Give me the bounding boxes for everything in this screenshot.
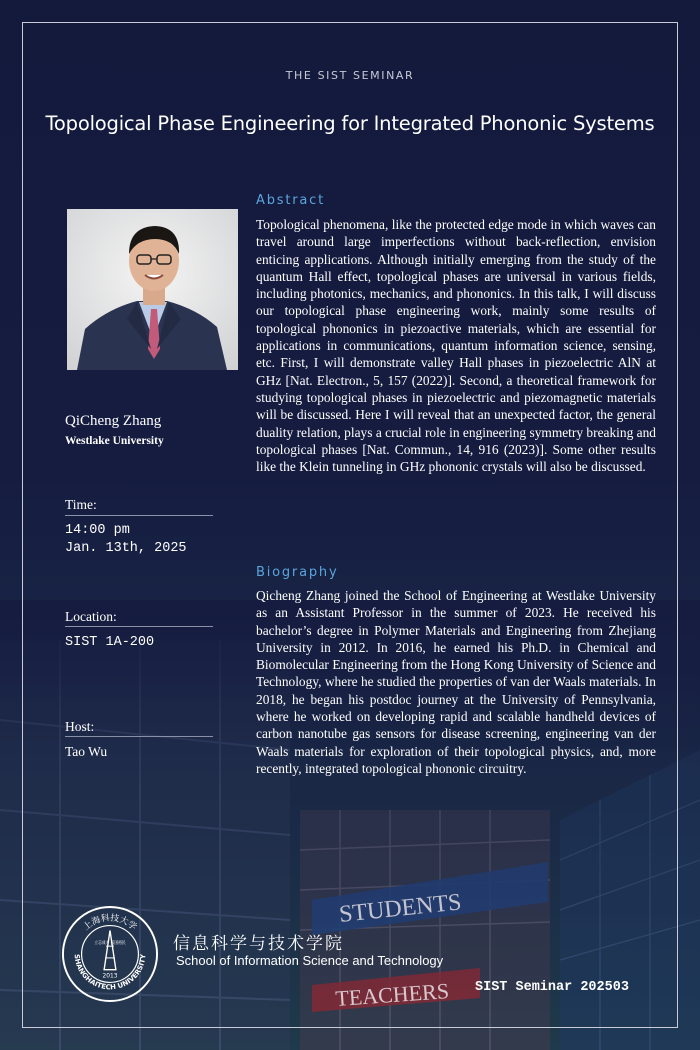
biography-text: Qicheng Zhang joined the School of Engineering at Westlake University as an Assistant Professor in the summer of 2023. He received his bachelor’s degree in Polymer Materials and Engineering from Zhejiang University in 2012. In 2016, he earned his Ph.D. in Chemical and Biomolecular Engineering from the Hong Kong University of Science and Technology, where he studied the properties of van der Waals materials. In 2018, he began his postdoc journey at the University of Pennsylvania, where he worked on developing rapid and scalable handheld devices of carbon nanotube gas sensors for disease screening, engineering van der Waals materials for exploration of their topological physics, and, more recently, integrated topological phononic circuitry. bbox=[256, 588, 656, 776]
school-name-chinese: 信息科学与技术学院 bbox=[173, 934, 344, 954]
speaker-photo bbox=[67, 209, 238, 370]
location-value: SIST 1A-200 bbox=[65, 635, 155, 650]
seminar-series-label: THE SIST SEMINAR bbox=[285, 69, 415, 82]
host-label: Host: bbox=[65, 719, 95, 734]
host-value: Tao Wu bbox=[65, 744, 108, 759]
biography-heading: Biography bbox=[256, 565, 339, 580]
svg-text:上海科技大学: 上海科技大学 bbox=[81, 913, 139, 933]
date-value: Jan. 13th, 2025 bbox=[65, 541, 187, 556]
speaker-affiliation: Westlake University bbox=[65, 435, 164, 447]
seminar-number: SIST Seminar 202503 bbox=[475, 980, 629, 995]
school-name-english: School of Information Science and Technology bbox=[176, 953, 444, 968]
time-divider bbox=[65, 515, 213, 516]
svg-text:SHANGHAITECH UNIVERSITY: SHANGHAITECH UNIVERSITY bbox=[72, 953, 148, 992]
time-value: 14:00 pm bbox=[65, 523, 130, 538]
talk-title: Topological Phase Engineering for Integrated Phononic Systems bbox=[45, 112, 655, 135]
location-divider bbox=[65, 626, 213, 627]
svg-text:2013: 2013 bbox=[102, 973, 118, 980]
shanghaitech-university-logo bbox=[61, 905, 159, 1003]
speaker-name: QiCheng Zhang bbox=[65, 413, 162, 429]
location-label: Location: bbox=[65, 609, 117, 624]
abstract-text: Topological phenomena, like the protected edge mode in which waves can travel around large imperfections without back-reflection, envision enticing applications. Although initially emerging from the study of the quantum Hall effect, topological phases are universal in various fields, including photonics, mechanics, and phononics. In this talk, I will discuss our topological phase engineering work, mainly some results of topological phononics in piezoactive materials, which are essential for applications in communications, quantum information science, sensing, etc. First, I will demonstrate valley Hall phases in piezoelectric AlN at GHz [Nat. Electron., 5, 157 (2022)]. Second, a theoretical framework for studying topological phases in piezoelectric and piezomagnetic materials will be discussed. Here I will reveal that an unexpected factor, the general duality relation, plays a crucial role in engineering symmetry breaking and topological phases [Nat. Commun., 14, 916 (2023)]. Some other results like the Klein tunneling in GHz phononic crystals will also be discussed. bbox=[256, 217, 656, 475]
host-divider bbox=[65, 736, 213, 737]
abstract-heading: Abstract bbox=[256, 193, 325, 208]
svg-text:立志成才 报国裕民: 立志成才 报国裕民 bbox=[94, 941, 131, 947]
time-label: Time: bbox=[65, 497, 97, 512]
